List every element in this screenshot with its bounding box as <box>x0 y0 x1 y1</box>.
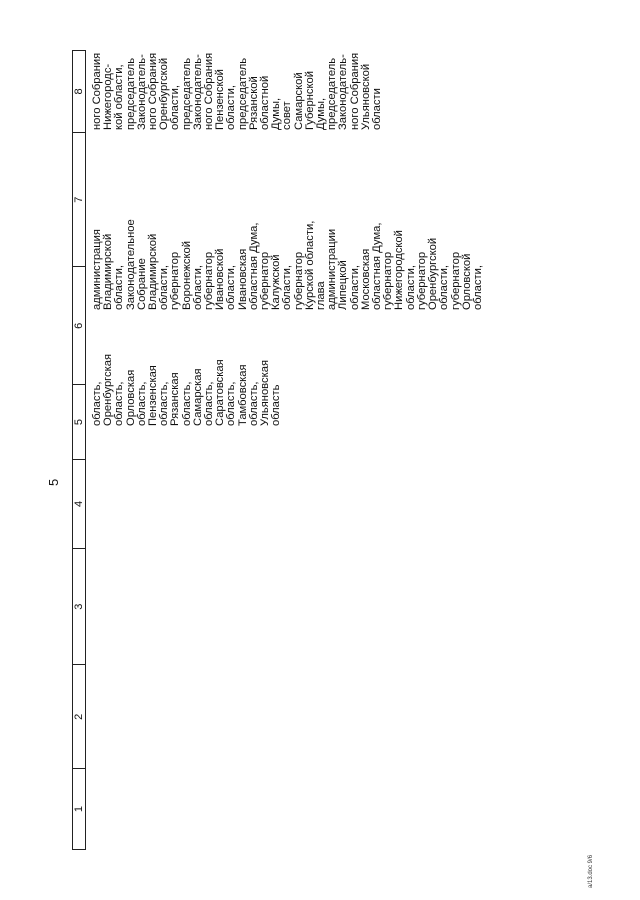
column-6-text <box>92 354 282 426</box>
col8-line: председатель <box>124 57 137 130</box>
footer-file-code: a/13.doc 9/6 <box>588 854 594 888</box>
col8-line: области, <box>225 85 238 130</box>
col7-line: администрации <box>326 228 339 310</box>
col8-line: Оренбургской <box>158 57 171 130</box>
column-header-3: 3 <box>73 548 85 665</box>
col8-line: председатель <box>326 57 339 130</box>
col7-line: области, <box>281 265 294 310</box>
col7-line: Оренбургской <box>427 237 440 310</box>
col6-line: Тамбовская <box>236 364 249 426</box>
col8-line: Думы, <box>315 97 328 130</box>
col6-line: область, <box>247 381 260 426</box>
col7-line: области, <box>404 265 417 310</box>
col7-line: Ивановская <box>236 248 249 310</box>
col6-line: область, <box>225 381 238 426</box>
col7-line: области, <box>113 265 126 310</box>
col8-line: области <box>371 88 384 130</box>
col8-line: ного Собрания <box>203 52 216 130</box>
col8-line: ного Собрания <box>147 52 160 130</box>
col8-line: совет <box>281 101 294 130</box>
col7-line: области, <box>225 265 238 310</box>
col7-line: Ивановской <box>214 248 227 310</box>
col7-line: Нижегородской <box>393 230 406 310</box>
col6-line: область, <box>203 381 216 426</box>
col7-line: областная Дума, <box>371 222 384 310</box>
col6-line: область, <box>158 381 171 426</box>
col8-line: председатель <box>180 57 193 130</box>
col8-line: Пензенской <box>214 69 227 130</box>
col7-line: области, <box>158 265 171 310</box>
col8-line: Законодатель- <box>135 54 148 130</box>
table-header-row <box>72 50 86 850</box>
col8-line: председатель <box>236 57 249 130</box>
col7-line: губернатор <box>449 251 462 310</box>
col8-line: ного Собрания <box>348 52 361 130</box>
col8-line: Думы, <box>270 97 283 130</box>
column-header-5: 5 <box>73 384 85 459</box>
col7-line: Владимирской <box>102 233 115 310</box>
col6-line: Орловская <box>124 369 137 426</box>
col7-line: областная Дума, <box>247 222 260 310</box>
col7-line: Орловской <box>460 253 473 310</box>
col7-line: области, <box>471 265 484 310</box>
col8-line: Законодатель- <box>337 54 350 130</box>
col7-line: области, <box>348 265 361 310</box>
col6-line: Рязанская <box>169 372 182 426</box>
col7-line: Законодательное <box>124 219 137 310</box>
column-header-4: 4 <box>73 459 85 548</box>
col6-line: область <box>270 384 283 426</box>
column-header-6: 6 <box>73 266 85 384</box>
col8-line: области, <box>169 85 182 130</box>
col7-line: администрация <box>91 229 103 310</box>
col6-line: Самарская <box>191 368 204 426</box>
column-header-7: 7 <box>73 132 85 267</box>
column-7-text <box>92 219 484 310</box>
col7-line: Воронежской <box>180 241 193 310</box>
col8-line: Ульяновской <box>359 63 372 130</box>
col7-line: Московская <box>359 248 372 310</box>
page-number: 5 <box>46 478 61 486</box>
col6-line: Пензенская <box>147 365 160 426</box>
col7-line: губернатор <box>415 251 428 310</box>
col8-line: Самарской <box>292 72 305 130</box>
column-header-2: 2 <box>73 664 85 768</box>
col8-line: Рязанской <box>247 76 260 130</box>
col7-line: глава <box>315 281 328 310</box>
col8-line: Законодатель- <box>191 54 204 130</box>
col7-line: губернатор <box>382 251 395 310</box>
col6-line: область, <box>91 381 103 426</box>
col8-line: областной <box>259 75 272 130</box>
col7-line: Владимирской <box>147 233 160 310</box>
col7-line: Собрание <box>135 258 148 310</box>
col7-line: Липецкой <box>337 260 350 310</box>
col7-line: губернатор <box>169 251 182 310</box>
col8-line: Нижегородс- <box>102 63 115 130</box>
col6-line: Ульяновская <box>259 359 272 426</box>
col6-line: Саратовская <box>214 359 227 426</box>
col7-line: Курской области, <box>303 220 316 310</box>
col7-line: Калужской <box>270 254 283 310</box>
col6-line: область, <box>180 381 193 426</box>
col8-line: Губернской <box>303 70 316 130</box>
col8-line: кой области, <box>113 64 126 130</box>
col8-line: ного Собрания <box>91 52 103 130</box>
col6-line: Оренбургская <box>102 353 115 426</box>
column-header-8: 8 <box>73 88 85 95</box>
column-8-text <box>92 53 383 130</box>
col7-line: губернатор <box>292 251 305 310</box>
col7-line: области, <box>191 265 204 310</box>
col7-line: губернатор <box>203 251 216 310</box>
col6-line: область, <box>135 381 148 426</box>
column-header-1: 1 <box>73 768 85 849</box>
col7-line: губернатор <box>259 251 272 310</box>
col6-line: область, <box>113 381 126 426</box>
col7-line: области, <box>438 265 451 310</box>
